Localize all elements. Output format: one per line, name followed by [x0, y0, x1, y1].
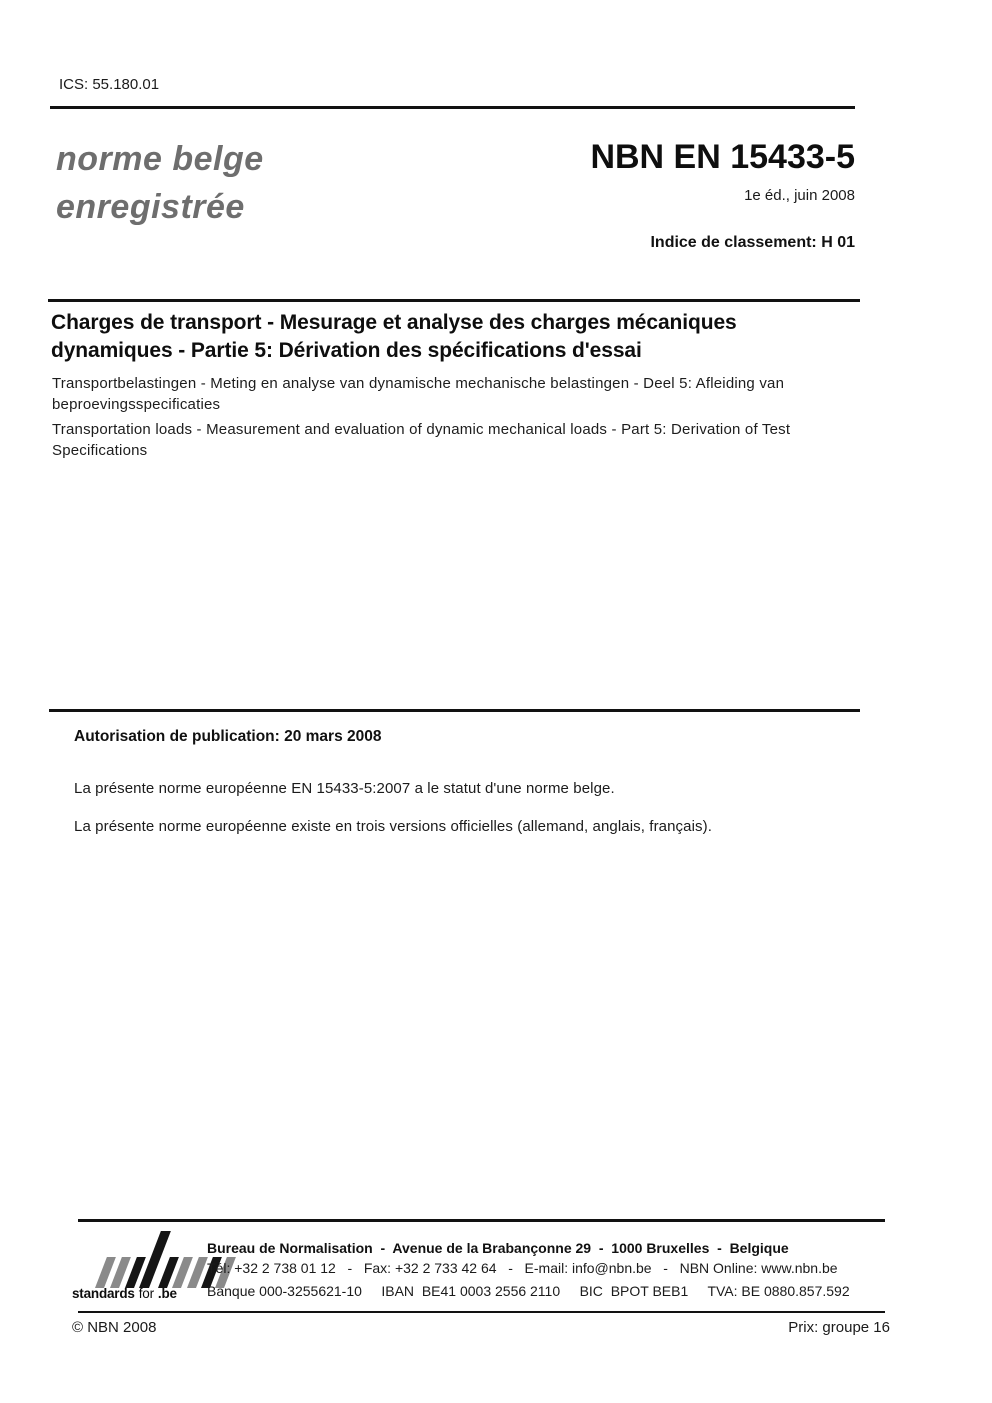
footer-bank-line: Banque 000-3255621-10 IBAN BE41 0003 2556 2110 BIC BPOT BEB1 TVA: BE 0880.857.592: [207, 1283, 850, 1299]
price-group: Prix: groupe 16: [788, 1319, 890, 1336]
logo-tagline: [72, 1286, 177, 1301]
title-french-line1: Charges de transport - Mesurage et analyse des charges mécaniques: [51, 311, 737, 334]
title-french: [51, 309, 737, 365]
tagline-standards: standards: [72, 1286, 135, 1301]
title-english-line1: Transportation loads - Measurement and evaluation of dynamic mechanical loads - Part 5: Derivation of Test: [52, 421, 791, 438]
doc-type-title: [56, 135, 264, 231]
title-english: [52, 419, 790, 461]
header-top-rule: [50, 106, 855, 109]
title-dutch-line2: beproevingsspecificaties: [52, 395, 221, 413]
title-dutch: [52, 374, 784, 415]
title-dutch-line1: Transportbelastingen - Meting en analyse van dynamische mechanische belastingen - Deel 5: Afleiding van: [52, 375, 785, 392]
standard-reference: NBN EN 15433-5: [590, 138, 855, 176]
title-french-line2: dynamiques - Partie 5: Dérivation des spécifications d'essai: [51, 339, 642, 362]
tagline-be: .be: [157, 1286, 177, 1301]
classification-index: Indice de classement: H 01: [650, 234, 855, 251]
body-section-rule: [49, 709, 860, 712]
versions-statement: La présente norme européenne existe en trois versions officielles (allemand, anglais, français).: [74, 818, 712, 835]
ics-code: ICS: 55.180.01: [59, 76, 160, 93]
footer-top-rule: [78, 1219, 885, 1222]
tagline-for: for: [138, 1286, 154, 1301]
doc-type-line1: norme belge: [56, 140, 264, 178]
doc-type-line2: enregistrée: [56, 188, 245, 226]
title-english-line2: Specifications: [52, 442, 148, 459]
footer-address-line: Bureau de Normalisation - Avenue de la Brabançonne 29 - 1000 Bruxelles - Belgique: [207, 1240, 789, 1256]
footer-bottom-rule: [78, 1311, 885, 1313]
footer-contact-line: Tél: +32 2 738 01 12 - Fax: +32 2 733 42 64 - E-mail: info@nbn.be - NBN Online: www.nbn.be: [207, 1260, 838, 1276]
title-section-rule: [48, 299, 860, 302]
publication-authorization: Autorisation de publication: 20 mars 2008: [74, 728, 382, 745]
copyright-notice: © NBN 2008: [72, 1319, 157, 1336]
edition-date: 1e éd., juin 2008: [744, 187, 855, 204]
status-statement: La présente norme européenne EN 15433-5:2007 a le statut d'une norme belge.: [74, 780, 615, 797]
